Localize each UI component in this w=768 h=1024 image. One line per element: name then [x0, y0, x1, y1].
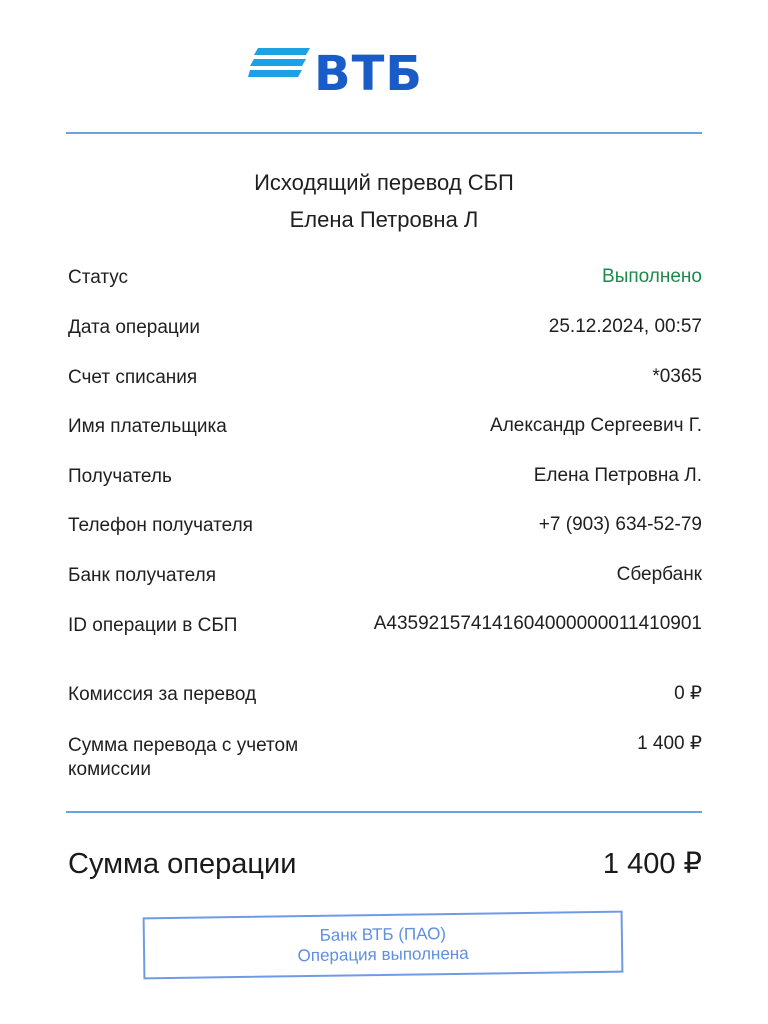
vtb-logo [248, 46, 448, 102]
payer-name-value: Александр Сергеевич Г. [490, 415, 702, 436]
bank-stamp [143, 911, 624, 980]
recipient-phone-value: +7 (903) 634-52-79 [538, 514, 702, 535]
recipient-phone-label: Телефон получателя [68, 515, 253, 536]
debit-account-label: Счет списания [68, 367, 198, 388]
payer-name-label: Имя плательщика [68, 416, 227, 437]
operation-date-value: 25.12.2024, 00:57 [548, 316, 702, 337]
transfer-amount-with-commission-label: Сумма перевода с учетом комиссии [68, 735, 299, 780]
receipt-recipient-name: Елена Петровна Л [289, 207, 479, 232]
stamp-status-text: Операция выполнена [297, 943, 469, 966]
logo-wordmark: ВТБ [314, 46, 423, 102]
recipient-label: Получатель [68, 466, 172, 487]
receipt-title: Исходящий перевод СБП [254, 170, 514, 195]
bottom-divider [66, 811, 702, 813]
transfer-amount-with-commission-value: 1 400 ₽ [637, 733, 702, 754]
commission-value: 0 ₽ [674, 683, 702, 704]
operation-sum-value: 1 400 ₽ [602, 848, 702, 880]
logo-stripes-icon [248, 48, 310, 78]
debit-account-value: *0365 [652, 366, 702, 387]
commission-label: Комиссия за перевод [68, 684, 257, 705]
status-label: Статус [68, 267, 129, 288]
sbp-operation-id-label: ID операции в СБП [68, 615, 238, 636]
stamp-bank-name: Банк ВТБ (ПАО) [319, 924, 447, 945]
operation-date-label: Дата операции [68, 317, 201, 338]
top-divider [66, 132, 702, 134]
status-value: Выполнено [602, 266, 702, 287]
recipient-value: Елена Петровна Л. [533, 465, 702, 486]
recipient-bank-value: Сбербанк [616, 564, 702, 585]
recipient-bank-label: Банк получателя [68, 565, 216, 586]
operation-sum-label: Сумма операции [68, 848, 297, 880]
sbp-operation-id-value: A435921574141604000000011410901 [373, 613, 702, 634]
